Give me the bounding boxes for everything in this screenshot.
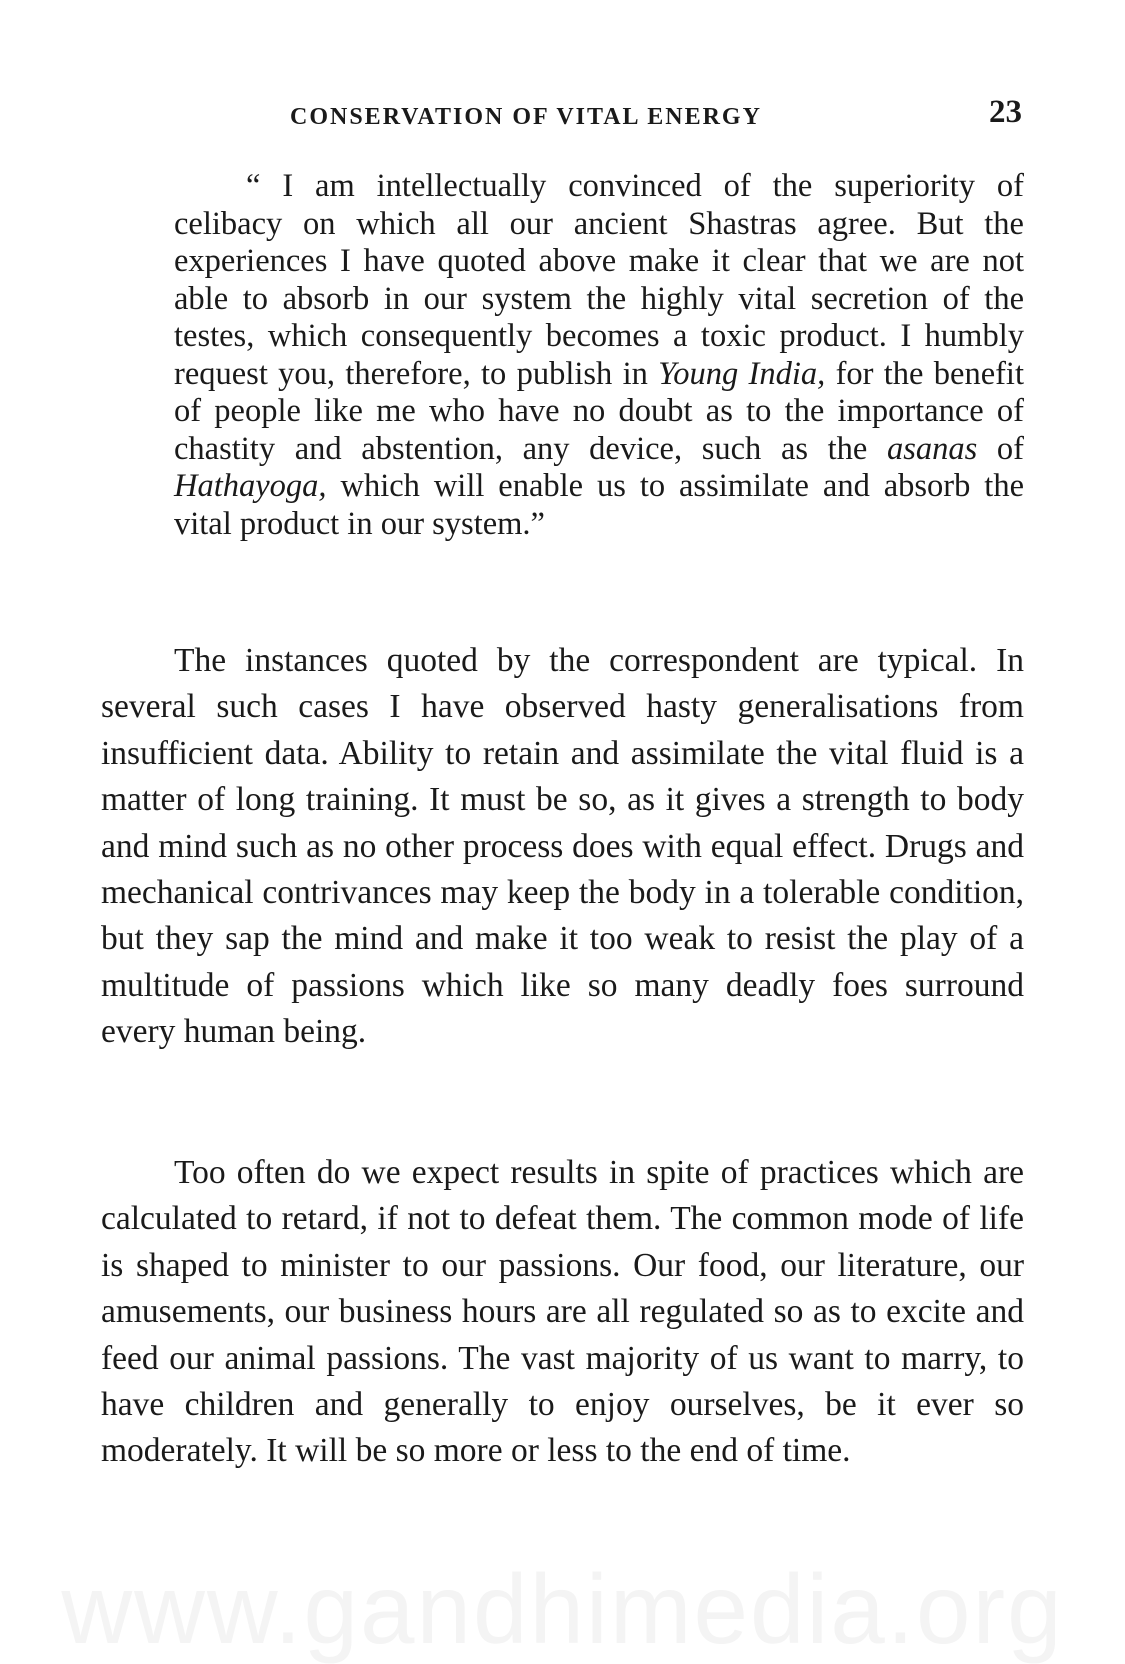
quote-italic-term: asanas	[886, 430, 978, 467]
running-head: CONSERVATION OF VITAL ENERGY	[290, 104, 762, 130]
quote-text: for the benefit of people like me who have no doubt as to the importance of chastity and abstention, any device, such as the	[174, 355, 1024, 467]
quote-italic-title: Young India,	[658, 355, 826, 392]
quote-text: of	[977, 430, 1024, 467]
quote-italic-term: Hathayoga,	[174, 468, 327, 504]
quoted-letter	[174, 168, 1024, 543]
watermark: www.gandhimedia.org	[61, 1554, 1064, 1664]
body-paragraph: The instances quoted by the correspondent are typical. In several such cases I have observed hasty generalisations from insufficient data. Ability to retain and assimilate the vital fluid is a matter of long training. It must be so, as it gives a strength to body and mind such as no other process does with equal effect. Drugs and mechanical contrivances may keep the body in a tolerable condition, but they sap the mind and make it too weak to resist the play of a multitude of passions which like so many deadly foes surround every human being.	[101, 642, 1024, 1051]
body-paragraph: Too often do we expect results in spite of practices which are calculated to retard, if not to defeat them. The common mode of life is shaped to minister to our passions. Our food, our literature, our amusements, our business hours are all regulated so as to excite and feed our animal passions. The vast majority of us want to marry, to have children and generally to enjoy ourselves, be it ever so moderately. It will be so more or less to the end of time.	[101, 1154, 1024, 1470]
quote-text: “ I am intellectually convinced of the superiority of celibacy on which all our ancient Shastras agree. But the experiences I have quoted above make it clear that we are not able to absorb in our system the highly vital secretion of the testes, which consequently becomes a toxic product. I humbly request you, therefore, to publish in	[174, 168, 1024, 392]
page-number: 23	[989, 94, 1022, 130]
quote-text: which will enable us to assimilate and absorb the vital product in our system.”	[174, 468, 1024, 542]
